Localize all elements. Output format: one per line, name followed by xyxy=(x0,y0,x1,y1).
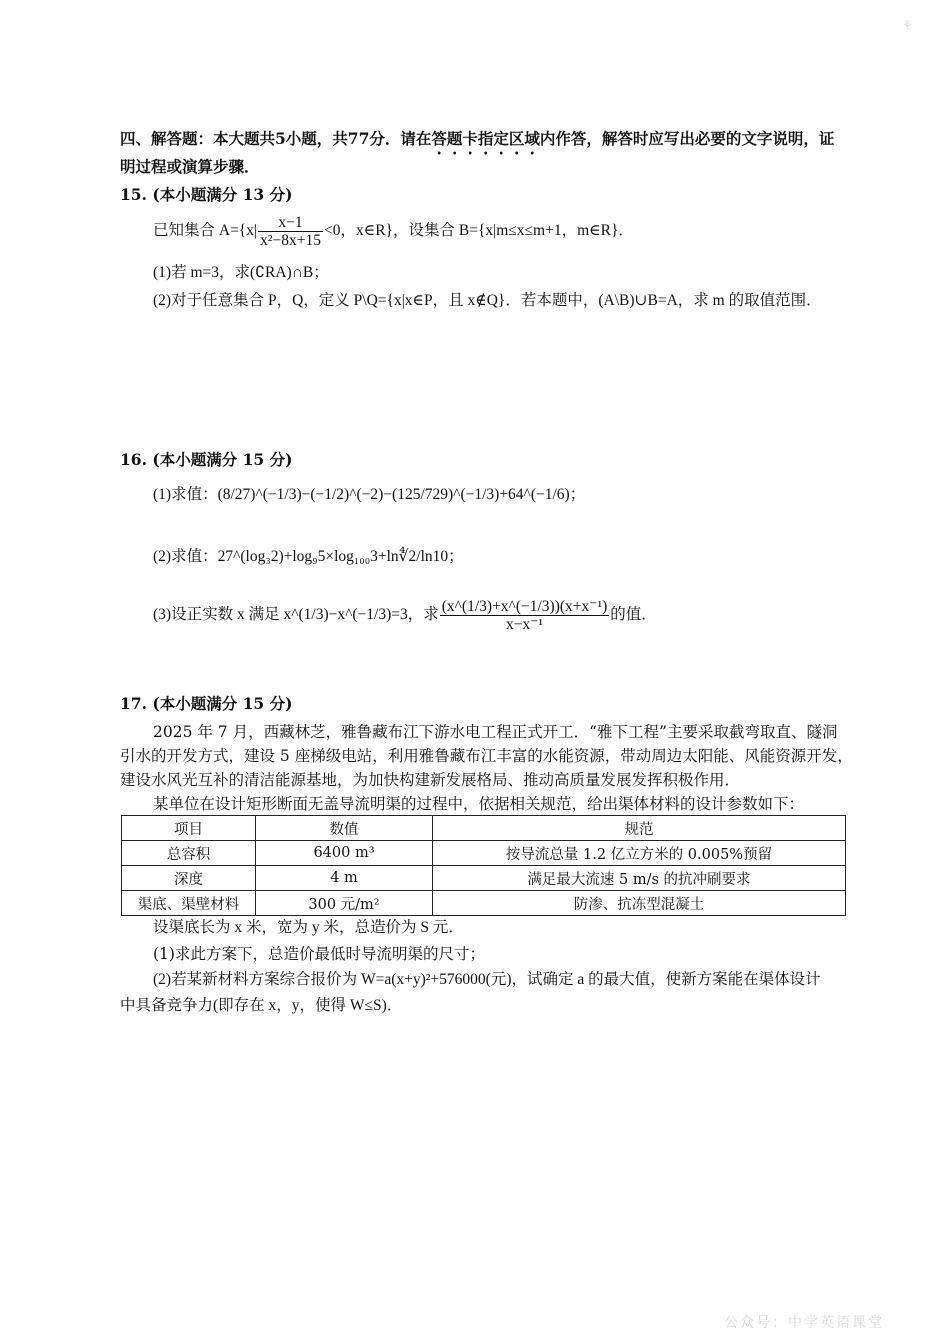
table-cell: 总容积 xyxy=(122,841,256,866)
watermark-text: 公众号：中学英语课堂 xyxy=(724,1315,884,1331)
table-header-row xyxy=(122,816,846,841)
table-row xyxy=(122,841,846,866)
q17-paragraph2: 某单位在设计矩形断面无盖导流明渠的过程中，依据相关规范，给出渠体材料的设计参数如下： xyxy=(153,795,805,813)
q17-paragraph-line1: 2025 年 7 月，西藏林芝，雅鲁藏布江下游水电工程正式开工．“雅下工程”主要采取截弯取直、隧洞 xyxy=(153,723,838,741)
table-cell: 按导流总量 1.2 亿立方米的 0.005%预留 xyxy=(433,841,846,866)
q15-fraction: $\frac{x-1}{\text{x²−8x+15}}$ xyxy=(260,214,321,249)
q15-part2: (2)对于任意集合 P，Q，定义 P\Q={x|x∈P，且 x∉Q}．若本题中，(A\B)∪B=A，求 m 的取值范围． xyxy=(153,292,822,309)
table-cell: 4 m xyxy=(256,866,433,891)
table-cell: 渠底、渠壁材料 xyxy=(122,891,256,916)
section-heading: 四、解答题：本大题共5小题，共77分．请在答题卡指定区域内作答，解答时应写出必要的文字说明，证 xyxy=(120,129,835,148)
corner-logo-icon: ⚘ xyxy=(902,18,913,32)
q17-part2-line1: (2)若某新材料方案综合报价为 W=a(x+y)²+576000(元)，试确定 a 的最大值，使新方案能在渠体设计 xyxy=(153,971,821,988)
q16-part1: (1)求值：(8/27)^(−1/3)−(−1/2)^(−2)−(125/729)^(−1/3)+64^(−1/6)； xyxy=(153,486,586,503)
table-cell: 6400 m³ xyxy=(256,841,433,866)
table-cell: 深度 xyxy=(122,866,256,891)
table-header-cell: 项目 xyxy=(122,816,256,841)
design-params-table xyxy=(121,815,846,916)
table-cell: 300 元/m² xyxy=(256,891,433,916)
q16-part3: (3)设正实数 x 满足 x^(1/3)−x^(−1/3)=3，求 $\frac{\text{(x\textasciicircum{}(1/3)+x\textasciicircum{}(−1/3))(x+x⁻¹)}}{\text{x−x⁻¹}}$ 的值． xyxy=(153,598,657,633)
q15-header: 15. (本小题满分 13 分) xyxy=(120,185,293,204)
table-header-cell: 规范 xyxy=(433,816,846,841)
q17-paragraph-line3: 建设水风光互补的清洁能源基地，为加快构建新发展格局、推动高质量发展发挥积极作用． xyxy=(120,771,741,789)
q17-after-table: 设渠底长为 x 米，宽为 y 米，总造价为 S 元． xyxy=(153,919,464,936)
table-cell: 防渗、抗冻型混凝土 xyxy=(433,891,846,916)
q15-part1: (1)若 m=3，求(∁RA)∩B； xyxy=(153,264,329,281)
table-row xyxy=(122,866,846,891)
table-row xyxy=(122,891,846,916)
q16-header: 16. (本小题满分 15 分) xyxy=(120,450,293,469)
q16-part2: (2)求值：27^(log₃2)+log₉5×log₁₀₀3+ln∜2/ln10； xyxy=(153,548,464,565)
q17-header: 17. (本小题满分 15 分) xyxy=(120,694,293,713)
q15-stem: 已知集合 A={x| $\frac{x-1}{\text{x²−8x+15}}$ <0，x∈R}，设集合 B={x|m≤x≤m+1，m∈R}． xyxy=(153,214,634,249)
q17-part2-line2: 中具备竞争力(即存在 x，y，使得 W≤S)． xyxy=(120,997,403,1014)
section-heading-line2: 明过程或演算步骤． xyxy=(120,157,260,176)
q16-part3-fraction: $\frac{\text{(x\textasciicircum{}(1/3)+x\textasciicircum{}(−1/3))(x+x⁻¹)}}{\text{x−x⁻¹}}$ xyxy=(441,598,608,633)
table-cell: 满足最大流速 5 m/s 的抗冲刷要求 xyxy=(433,866,846,891)
table-header-cell: 数值 xyxy=(256,816,433,841)
q17-paragraph-line2: 引水的开发方式，建设 5 座梯级电站，利用雅鲁藏布江丰富的水能资源，带动周边太阳能、风能资源开发， xyxy=(120,747,853,765)
q17-part1: (1)求此方案下，总造价最低时导流明渠的尺寸； xyxy=(153,945,485,963)
